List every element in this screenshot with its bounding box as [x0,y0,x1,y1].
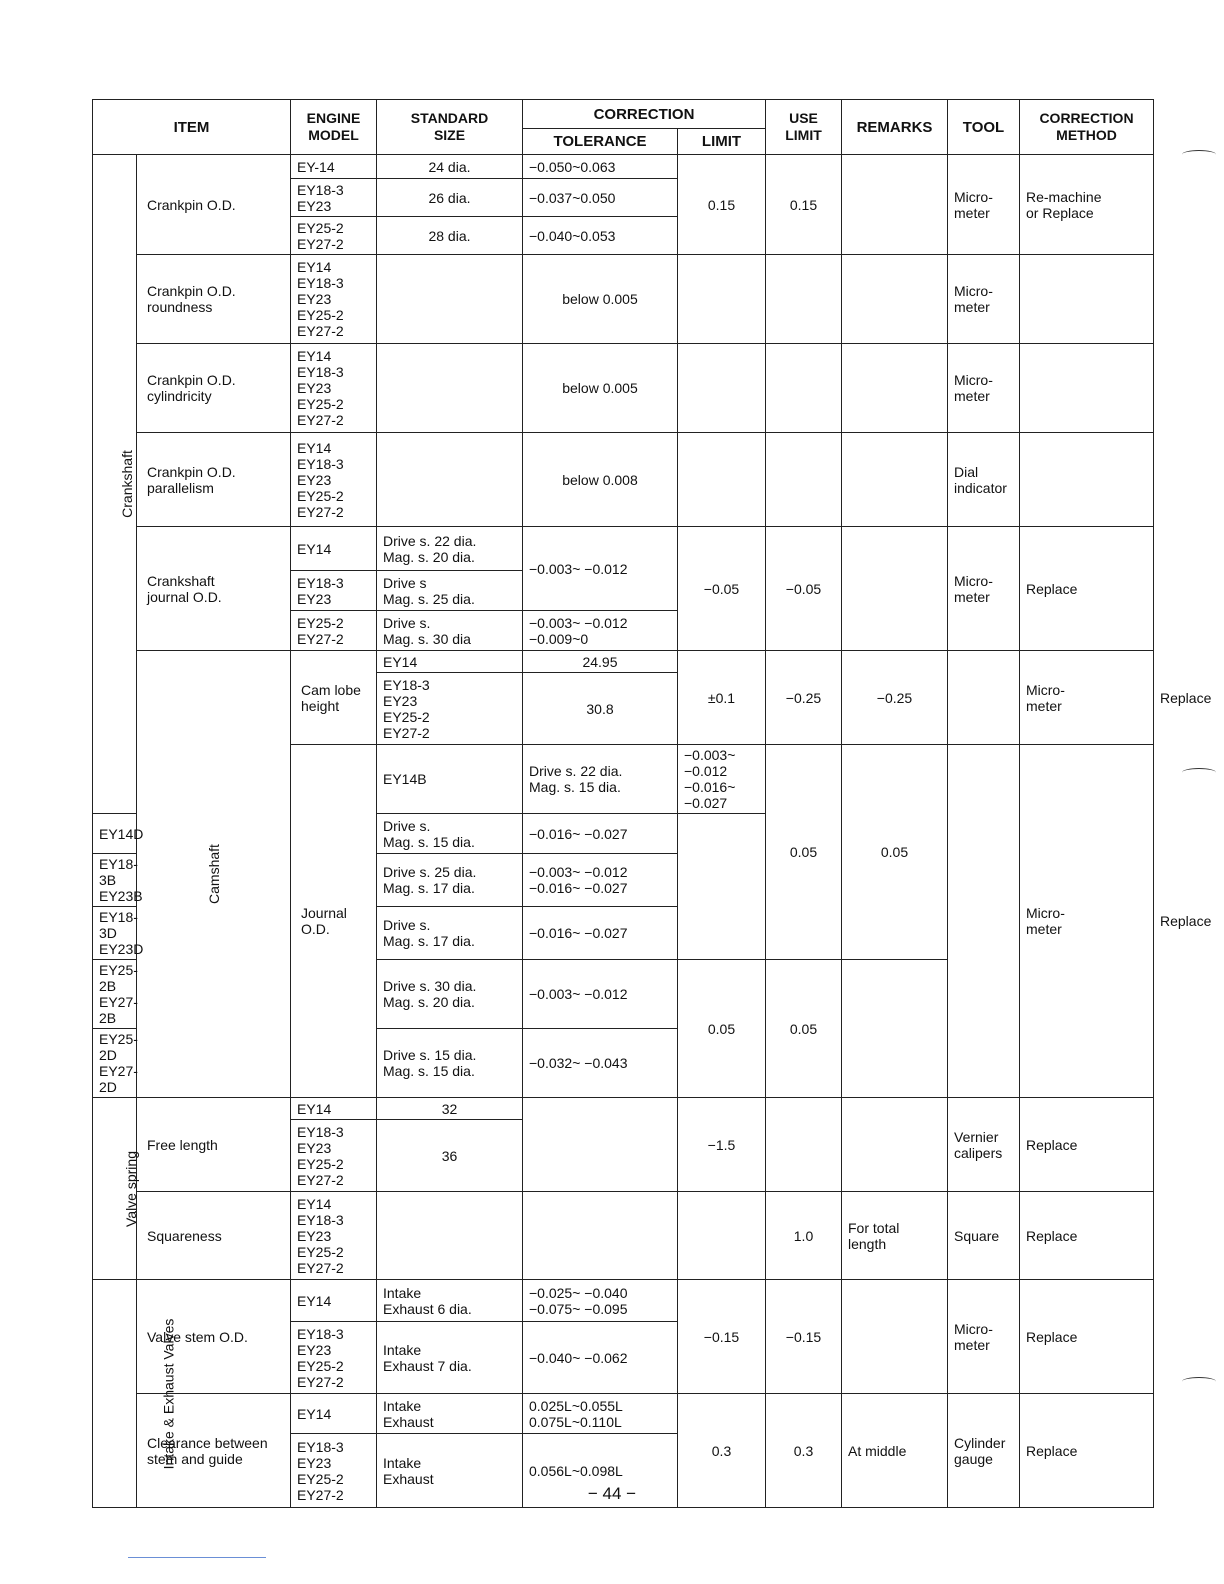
group-label-camshaft: Camshaft [137,651,291,1098]
method-cell: Replace [1020,1280,1154,1394]
standard-size-cell: Intake Exhaust [377,1434,523,1508]
use-limit-cell [766,255,842,344]
item-cell: Clearance between stem and guide [137,1394,291,1508]
header-tool: TOOL [948,100,1020,155]
standard-size-cell: Intake Exhaust [377,1394,523,1434]
engine-model-cell: EY14 [291,1098,377,1120]
limit-cell [678,1192,766,1280]
table-row: Journal O.D. EY14B Drive s. 22 dia. Mag. s. 15 dia. −0.003~ −0.012 −0.016~ −0.027 0.05 0.05 Micro- meter Replace [93,745,1154,814]
tolerance-cell: −0.050~0.063 [523,155,678,179]
item-cell: Squareness [137,1192,291,1280]
method-cell: Replace [1020,1098,1154,1192]
table-row [93,1394,1154,1434]
standard-size-cell: Drive s. 22 dia. Mag. s. 15 dia. [523,745,678,814]
page-edge-mark [1182,768,1216,777]
engine-model-cell: EY25-2B EY27-2B [93,960,137,1029]
tolerance-cell: 0.056L~0.098L [523,1434,678,1508]
use-limit-cell: −0.15 [766,1280,842,1394]
limit-cell: 0.15 [678,155,766,255]
remarks-cell: At middle [842,1394,948,1508]
engine-model-cell: EY25-2 EY27-2 [291,217,377,255]
standard-size-cell: 30.8 [523,673,678,745]
engine-model-cell: EY25-2 EY27-2 [291,611,377,651]
limit-cell: −0.25 [766,651,842,745]
engine-model-cell: EY18-3D EY23D [93,907,137,960]
table-row [93,344,1154,433]
method-cell [1020,433,1154,527]
tolerance-cell: −0.037~0.050 [523,179,678,217]
engine-model-cell: EY14 EY18-3 EY23 EY25-2 EY27-2 [291,255,377,344]
tolerance-cell: −0.016~ −0.027 [523,814,678,854]
engine-model-cell: EY14 [291,527,377,571]
engine-model-cell: EY14 [291,1394,377,1434]
item-cell: Crankpin O.D. parallelism [137,433,291,527]
method-cell [1020,255,1154,344]
method-cell: Replace [1020,527,1154,651]
engine-model-cell: EY14B [377,745,523,814]
item-cell: Cam lobe height [291,651,377,745]
engine-model-cell: EY18-3 EY23 EY25-2 EY27-2 [291,1120,377,1192]
use-limit-cell: 0.3 [766,1394,842,1508]
limit-cell: 0.05 [766,745,842,960]
standard-size-cell: 36 [377,1120,523,1192]
engine-model-cell: EY18-3 EY23 [291,571,377,611]
header-item: ITEM [93,100,291,155]
limit-cell: −0.05 [678,527,766,651]
table-row [93,1192,1154,1280]
tool-cell: Micro- meter [948,1280,1020,1394]
limit-cell: 0.05 [678,960,766,1098]
item-cell: Crankshaft journal O.D. [137,527,291,651]
tolerance-cell: −0.025~ −0.040 −0.075~ −0.095 [523,1280,678,1322]
use-limit-cell [766,1098,842,1192]
method-cell: Replace [1020,1192,1154,1280]
remarks-cell [842,344,948,433]
use-limit-cell [766,344,842,433]
standard-size-cell [377,344,523,433]
header-remarks: REMARKS [842,100,948,155]
tool-cell: Vernier calipers [948,1098,1020,1192]
item-cell: Journal O.D. [291,745,377,1098]
table-row [93,433,1154,527]
header-engine-model: ENGINE MODEL [291,100,377,155]
tolerance-cell: −0.003~ −0.012 −0.009~0 [523,611,678,651]
tool-cell: Cylinder gauge [948,1394,1020,1508]
header-row [93,100,1154,129]
header-correction: CORRECTION [523,100,766,129]
engine-model-cell: EY14 EY18-3 EY23 EY25-2 EY27-2 [291,1192,377,1280]
table-row [93,1098,1154,1120]
tolerance-cell: −0.003~ −0.012 [523,527,678,611]
standard-size-cell: Drive s. 15 dia. Mag. s. 15 dia. [377,1029,523,1098]
standard-size-cell: Drive s. Mag. s. 17 dia. [377,907,523,960]
table-row [93,155,1154,179]
header-limit: LIMIT [678,129,766,155]
tolerance-cell: −0.003~ −0.012 [523,960,678,1029]
remarks-cell [948,651,1020,745]
tool-cell: Micro- meter [948,527,1020,651]
tool-cell: Micro- meter [948,255,1020,344]
engine-model-cell: EY18-3 EY23 EY25-2 EY27-2 [291,1322,377,1394]
remarks-cell [842,433,948,527]
engine-model-cell: EY14 EY18-3 EY23 EY25-2 EY27-2 [291,433,377,527]
limit-cell [678,255,766,344]
standard-size-cell [377,255,523,344]
method-cell: Replace [1020,1394,1154,1508]
standard-size-cell: 28 dia. [377,217,523,255]
tolerance-cell: below 0.005 [523,344,678,433]
tolerance-cell: ±0.1 [678,651,766,745]
page-number: − 44 − [587,1484,637,1503]
method-cell: Re-machine or Replace [1020,155,1154,255]
use-limit-cell: −0.05 [766,527,842,651]
use-limit-cell: 0.05 [842,745,948,960]
standard-size-cell: Drive s. Mag. s. 15 dia. [377,814,523,854]
engine-model-cell: EY-14 [291,155,377,179]
service-spec-table [92,99,1212,1508]
tolerance-cell: below 0.008 [523,433,678,527]
table-row [93,255,1154,344]
table-row [93,527,1154,571]
use-limit-cell: 0.05 [766,960,842,1098]
engine-model-cell: EY14 [291,1280,377,1322]
limit-cell: −1.5 [678,1098,766,1192]
remarks-cell [842,255,948,344]
tolerance-cell: −0.032~ −0.043 [523,1029,678,1098]
engine-model-cell: EY14D [93,814,137,854]
engine-model-cell: EY14 [377,651,523,673]
use-limit-cell: 0.15 [766,155,842,255]
page-edge-mark [1182,150,1216,159]
engine-model-cell: EY18-3 EY23 [291,179,377,217]
standard-size-cell: 24.95 [523,651,678,673]
remarks-cell [842,1098,948,1192]
standard-size-cell [377,1192,523,1280]
table-row [93,1280,1154,1322]
tool-cell: Micro- meter [948,344,1020,433]
standard-size-cell: Drive s. 25 dia. Mag. s. 17 dia. [377,854,523,907]
item-cell: Crankpin O.D. cylindricity [137,344,291,433]
tolerance-cell: −0.040~0.053 [523,217,678,255]
engine-model-cell: EY25-2D EY27-2D [93,1029,137,1098]
item-cell: Crankpin O.D. roundness [137,255,291,344]
item-cell: Free length [137,1098,291,1192]
header-correction-method: CORRECTION METHOD [1020,100,1154,155]
header-standard-size: STANDARD SIZE [377,100,523,155]
standard-size-cell: 24 dia. [377,155,523,179]
tolerance-cell: −0.040~ −0.062 [523,1322,678,1394]
limit-cell: 0.3 [678,1394,766,1508]
engine-model-cell: EY14 EY18-3 EY23 EY25-2 EY27-2 [291,344,377,433]
standard-size-cell: 26 dia. [377,179,523,217]
tool-cell: Micro- meter [948,155,1020,255]
standard-size-cell: Intake Exhaust 7 dia. [377,1322,523,1394]
use-limit-cell: −0.25 [842,651,948,745]
tool-cell: Dial indicator [948,433,1020,527]
tool-cell: Square [948,1192,1020,1280]
remarks-cell [842,1280,948,1394]
tolerance-cell [523,1098,678,1192]
tool-cell: Micro- meter [1020,745,1154,1098]
bottom-rule [128,1557,266,1558]
engine-model-cell: EY18-3B EY23B [93,854,137,907]
standard-size-cell: Intake Exhaust 6 dia. [377,1280,523,1322]
standard-size-cell: 32 [377,1098,523,1120]
group-label-valve-spring: Valve spring [93,1098,137,1280]
item-cell: Crankpin O.D. [137,155,291,255]
engine-model-cell: EY18-3 EY23 EY25-2 EY27-2 [377,673,523,745]
remarks-cell [842,155,948,255]
tolerance-cell: −0.003~ −0.012 −0.016~ −0.027 [523,854,678,907]
header-use-limit: USE LIMIT [766,100,842,155]
item-cell: Valve stem O.D. [137,1280,291,1394]
remarks-cell [948,745,1020,1098]
group-label-crankshaft: Crankshaft [93,155,137,814]
limit-cell [678,344,766,433]
standard-size-cell: Drive s. Mag. s. 30 dia [377,611,523,651]
tolerance-cell [523,1192,678,1280]
use-limit-cell: 1.0 [766,1192,842,1280]
engine-model-cell: EY18-3 EY23 EY25-2 EY27-2 [291,1434,377,1508]
header-tolerance: TOLERANCE [523,129,678,155]
standard-size-cell: Drive s. 30 dia. Mag. s. 20 dia. [377,960,523,1029]
standard-size-cell: Drive s. 22 dia. Mag. s. 20 dia. [377,527,523,571]
page-edge-mark [1182,1377,1216,1386]
use-limit-cell [766,433,842,527]
standard-size-cell [377,433,523,527]
method-cell [1020,344,1154,433]
limit-cell: −0.15 [678,1280,766,1394]
tolerance-cell: below 0.005 [523,255,678,344]
remarks-cell: For total length [842,1192,948,1280]
tool-cell: Micro- meter [1020,651,1154,745]
remarks-cell [842,527,948,651]
tolerance-cell: −0.016~ −0.027 [523,907,678,960]
table-row: Camshaft Cam lobe height EY14 24.95 ±0.1 −0.25 −0.25 Micro- meter Replace [93,651,1154,673]
group-label-valves: Intake & Exhaust Valves [93,1280,137,1508]
limit-cell [678,433,766,527]
standard-size-cell: Drive s Mag. s. 25 dia. [377,571,523,611]
tolerance-cell: −0.003~ −0.012 −0.016~ −0.027 [678,745,766,814]
tolerance-cell: 0.025L~0.055L 0.075L~0.110L [523,1394,678,1434]
